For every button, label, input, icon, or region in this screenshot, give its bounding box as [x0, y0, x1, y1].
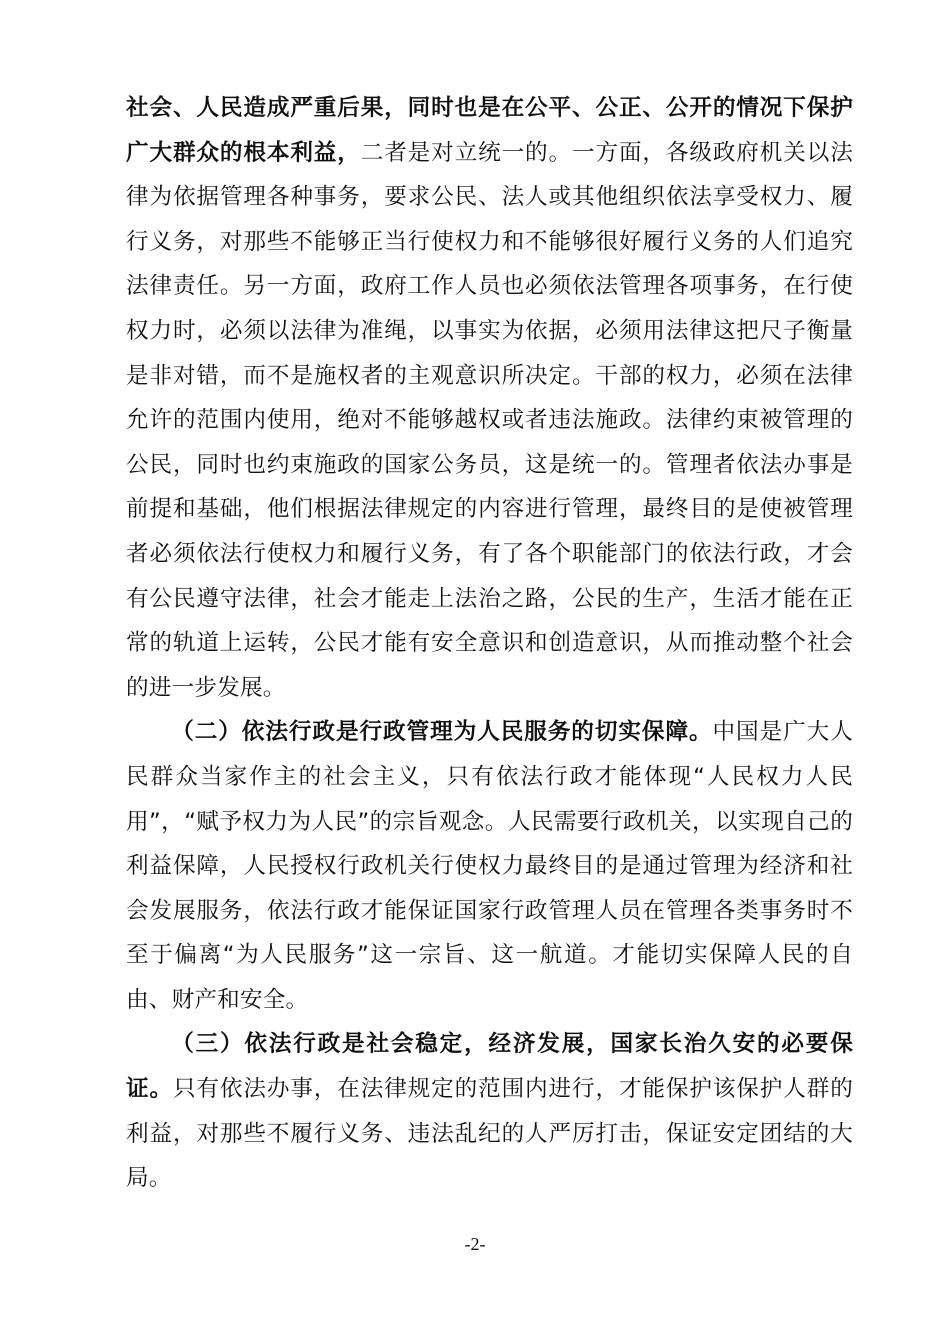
paragraph-3-text: 只有依法办事，在法律规定的范围内进行，才能保护该保护人群的利益，对那些不履行义务、违法乱纪的人严厉打击，保证安定团结的大局。 — [126, 1076, 853, 1192]
document-body — [126, 86, 853, 1201]
paragraph-3 — [126, 1022, 853, 1200]
paragraph-1 — [126, 86, 853, 710]
page-number: -2- — [464, 1234, 486, 1254]
paragraph-1-text: 二者是对立统一的。一方面，各级政府机关以法律为依据管理各种事务，要求公民、法人或其他组织依法享受权力、履行义务，对那些不能够正当行使权力和不能够很好履行义务的人们追究法律责任。另一方面，政府工作人员也必须依法管理各项事务，在行使权力时，必须以法律为准绳，以事实为依据，必须用法律这把尺子衡量是非对错，而不是施权者的主观意识所决定。干部的权力，必须在法律允许的范围内使用，绝对不能够越权或者违法施政。法律约束被管理的公民，同时也约束施政的国家公务员，这是统一的。管理者依法办事是前提和基础，他们根据法律规定的内容进行管理，最终目的是使被管理者必须依法行使权力和履行义务，有了各个职能部门的依法行政，才会有公民遵守法律，社会才能走上法治之路，公民的生产，生活才能在正常的轨道上运转，公民才能有安全意识和创造意识，从而推动整个社会的进一步发展。 — [126, 139, 853, 701]
paragraph-2-text: 中国是广大人民群众当家作主的社会主义，只有依法行政才能体现“人民权力人民用”，“赋予权力为人民”的宗旨观念。人民需要行政机关，以实现自己的利益保障，人民授权行政机关行使权力最终目的是通过管理为经济和社会发展服务，依法行政才能保证国家行政管理人员在管理各类事务时不至于偏离“为人民服务”这一宗旨、这一航道。才能切实保障人民的自由、财产和安全。 — [126, 719, 853, 1013]
paragraph-3-heading: （三）依法行政是社会稳定，经济发展，国家长治久安的必要保证。 — [126, 1031, 853, 1103]
paragraph-2 — [126, 710, 853, 1022]
paragraph-2-heading: （二）依法行政是行政管理为人民服务的切实保障。 — [171, 719, 713, 746]
paragraph-1-bold-text: 社会、人民造成严重后果，同时也是在公平、公正、公开的情况下保护广大群众的根本利益， — [126, 95, 853, 166]
